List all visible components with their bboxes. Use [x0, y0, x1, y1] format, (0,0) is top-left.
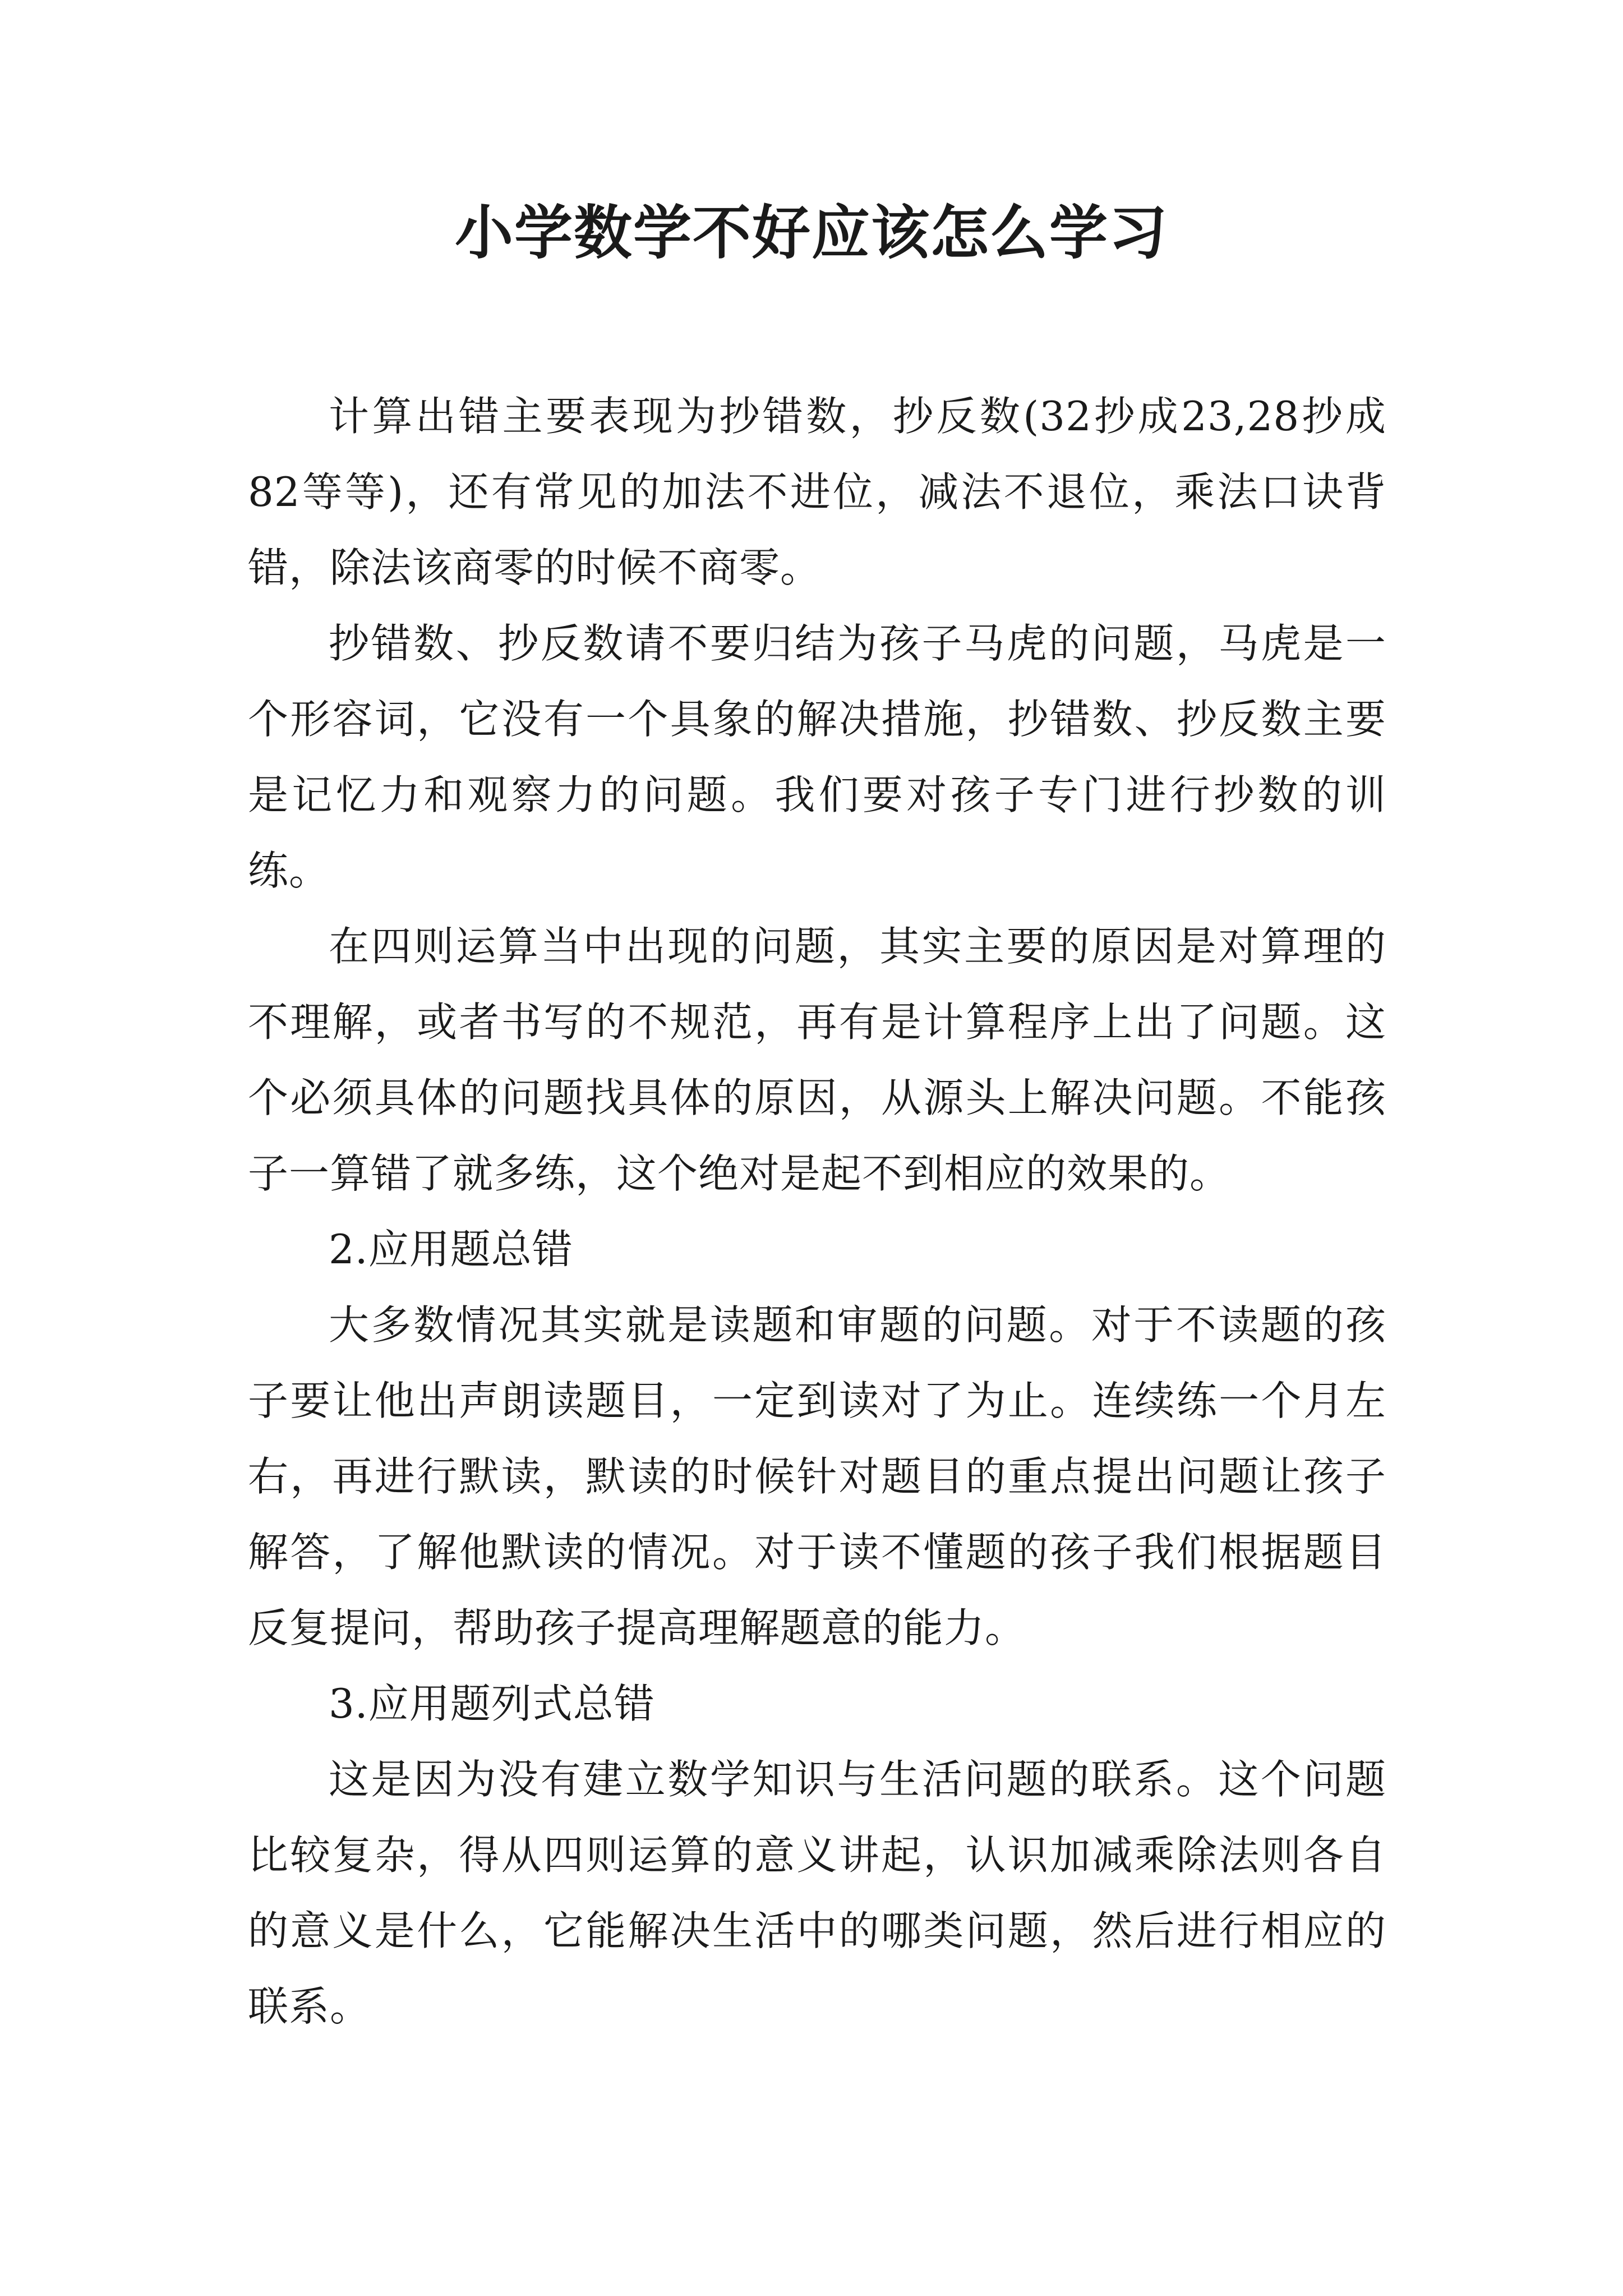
paragraph-calculation-errors: 计算出错主要表现为抄错数，抄反数(32抄成23,28抄成82等等)，还有常见的加法不进位，减法不退位，乘法口诀背错，除法该商零的时候不商零。: [248, 393, 1386, 591]
paragraph-life-connection: 这是因为没有建立数学知识与生活问题的联系。这个问题比较复杂，得从四则运算的意义讲起，认识加减乘除法则各自的意义是什么，它能解决生活中的哪类问题，然后进行相应的联系。: [248, 1756, 1386, 2030]
document-body: [248, 379, 1386, 2045]
document-title: 小学数学不好应该怎么学习: [454, 198, 1168, 267]
paragraph-arithmetic-problems: 在四则运算当中出现的问题，其实主要的原因是对算理的不理解，或者书写的不规范，再有是计算程序上出了问题。这个必须具体的问题找具体的原因，从源头上解决问题。不能孩子一算错了就多练，这个绝对是起不到相应的效果的。: [248, 923, 1386, 1197]
paragraph-reading-problems: 大多数情况其实就是读题和审题的问题。对于不读题的孩子要让他出声朗读题目，一定到读对了为止。连续练一个月左右，再进行默读，默读的时候针对题目的重点提出问题让孩子解答，了解他默读的情况。对于读不懂题的孩子我们根据题目反复提问，帮助孩子提高理解题意的能力。: [248, 1301, 1386, 1651]
section-heading-equation-errors: 3.应用题列式总错: [329, 1680, 655, 1727]
section-heading-word-problems: 2.应用题总错: [329, 1226, 573, 1273]
paragraph-copying-errors: 抄错数、抄反数请不要归结为孩子马虎的问题，马虎是一个形容词，它没有一个具象的解决措施，抄错数、抄反数主要是记忆力和观察力的问题。我们要对孩子专门进行抄数的训练。: [248, 620, 1386, 894]
